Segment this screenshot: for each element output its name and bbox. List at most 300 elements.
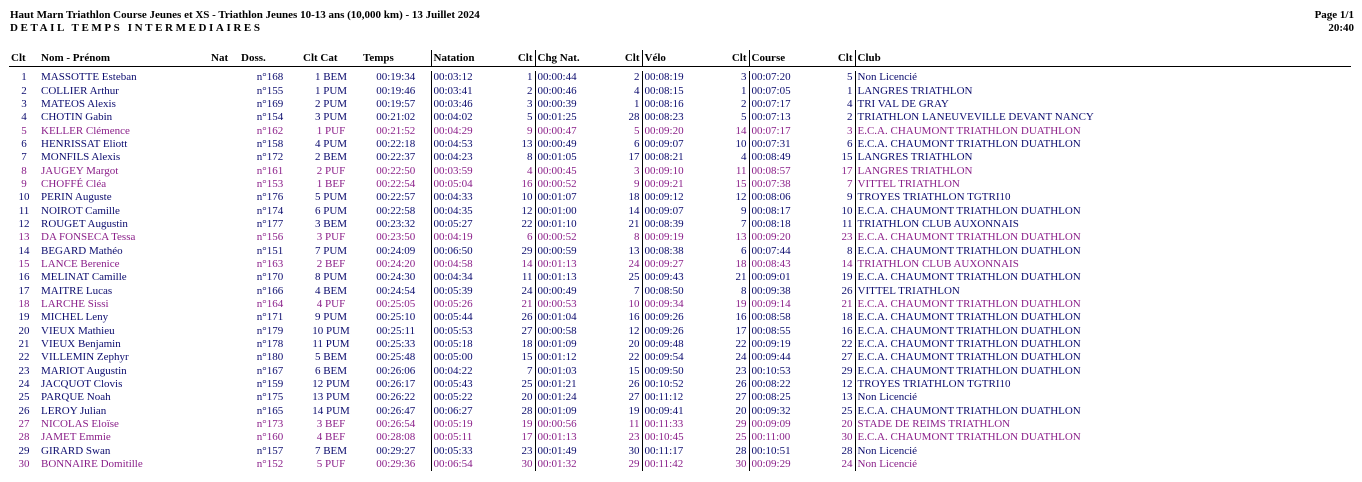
cell-clt-chgnat: 30: [628, 444, 640, 457]
cell-nom: VILLEMIN Zephyr: [41, 351, 129, 364]
cell-nat: [209, 458, 239, 471]
cell-temps: 00:19:57: [376, 97, 416, 110]
cell-nat: [209, 138, 239, 151]
cell-chgnat: 00:00:49: [535, 138, 605, 151]
cell-chgnat: 00:00:46: [535, 84, 605, 97]
cell-club: E.C.A. CHAUMONT TRIATHLON DUATHLON: [855, 244, 1351, 257]
cell-cltcat: 5 BEM: [314, 351, 348, 364]
cell-natation: 00:04:02: [431, 111, 497, 124]
cell-cltcat: 7 PUM: [314, 244, 348, 257]
cell-nat: [209, 285, 239, 298]
cell-velo: 00:08:15: [642, 84, 714, 97]
cell-natation: 00:05:43: [431, 378, 497, 391]
cell-clt-chgnat: 26: [628, 378, 640, 391]
cell-velo: 00:08:16: [642, 98, 714, 111]
cell-clt: 23: [18, 364, 30, 377]
cell-temps: 00:19:46: [376, 84, 416, 97]
cell-clt-course: 9: [847, 191, 853, 204]
cell-club: STADE DE REIMS TRIATHLON: [855, 418, 1351, 431]
cell-clt-natation: 26: [521, 311, 533, 324]
cell-club: TRIATHLON CLUB AUXONNAIS: [855, 258, 1351, 271]
col-header-course: Course: [749, 50, 821, 67]
cell-chgnat: 00:01:21: [535, 378, 605, 391]
cell-clt-velo: 21: [735, 271, 747, 284]
cell-natation: 00:04:33: [431, 191, 497, 204]
cell-velo: 00:10:52: [642, 378, 714, 391]
cell-natation: 00:03:46: [431, 98, 497, 111]
cell-temps: 00:22:58: [376, 204, 416, 217]
cell-clt-chgnat: 15: [628, 364, 640, 377]
cell-nat: [209, 151, 239, 164]
cell-doss: n°180: [256, 351, 284, 364]
report-header: [10, 9, 1354, 35]
col-header-clt-natation: Clt: [497, 50, 535, 67]
cell-natation: 00:05:04: [431, 178, 497, 191]
cell-clt: 13: [18, 231, 30, 244]
cell-doss: n°158: [256, 137, 284, 150]
cell-natation: 00:05:26: [431, 298, 497, 311]
cell-chgnat: 00:01:32: [535, 458, 605, 471]
cell-course: 00:08:18: [749, 218, 821, 231]
results-body: [9, 71, 1351, 471]
cell-nom: ROUGET Augustin: [41, 217, 128, 230]
cell-velo: 00:09:19: [642, 231, 714, 244]
cell-chgnat: 00:00:45: [535, 164, 605, 177]
cell-temps: 00:22:50: [376, 164, 416, 177]
cell-clt: 25: [18, 391, 30, 404]
table-row: [9, 365, 1351, 378]
cell-clt-natation: 14: [521, 257, 533, 270]
cell-course: 00:08:58: [749, 311, 821, 324]
table-row: [9, 311, 1351, 324]
cell-club: Non Licencié: [855, 445, 1351, 458]
cell-clt: 16: [18, 271, 30, 284]
cell-clt-course: 8: [847, 244, 853, 257]
cell-velo: 00:11:42: [642, 458, 714, 471]
cell-nat: [209, 98, 239, 111]
cell-clt: 24: [18, 378, 30, 391]
cell-clt-velo: 9: [741, 204, 747, 217]
cell-natation: 00:05:33: [431, 445, 497, 458]
cell-clt-velo: 27: [735, 391, 747, 404]
cell-clt: 20: [18, 324, 30, 337]
cell-temps: 00:24:09: [376, 244, 416, 257]
cell-clt-natation: 24: [521, 284, 533, 297]
cell-natation: 00:04:35: [431, 204, 497, 217]
cell-natation: 00:04:22: [431, 365, 497, 378]
table-row: [9, 244, 1351, 257]
cell-nom: CHOTIN Gabin: [41, 111, 113, 124]
cell-doss: n°166: [256, 284, 284, 297]
cell-doss: n°161: [256, 164, 284, 177]
col-header-chgnat: Chg Nat.: [535, 50, 605, 67]
cell-clt-velo: 28: [735, 444, 747, 457]
cell-natation: 00:04:34: [431, 271, 497, 284]
table-row: [9, 191, 1351, 204]
cell-cltcat: 1 PUM: [314, 84, 348, 97]
cell-temps: 00:21:02: [376, 111, 416, 124]
cell-clt-chgnat: 17: [628, 151, 640, 164]
cell-temps: 00:22:18: [376, 137, 416, 150]
cell-clt-velo: 4: [741, 151, 747, 164]
cell-clt-chgnat: 5: [634, 124, 640, 137]
cell-clt: 1: [21, 71, 27, 84]
cell-clt-course: 11: [841, 217, 853, 230]
cell-chgnat: 00:01:00: [535, 204, 605, 217]
page-number: Page 1/1: [1314, 9, 1354, 21]
cell-club: TRIATHLON CLUB AUXONNAIS: [855, 218, 1351, 231]
cell-cltcat: 11 PUM: [312, 338, 350, 351]
cell-doss: n°157: [256, 444, 284, 457]
cell-course: 00:07:17: [749, 98, 821, 111]
cell-club: TROYES TRIATHLON TGTRI10: [855, 378, 1351, 391]
cell-course: 00:09:19: [749, 338, 821, 351]
cell-velo: 00:09:21: [642, 178, 714, 191]
cell-clt-natation: 11: [521, 271, 533, 284]
cell-cltcat: 2 PUM: [314, 97, 348, 110]
cell-velo: 00:09:41: [642, 405, 714, 418]
cell-clt-course: 28: [841, 444, 853, 457]
cell-chgnat: 00:00:47: [535, 124, 605, 137]
cell-clt-chgnat: 9: [634, 177, 640, 190]
cell-cltcat: 4 BEF: [316, 431, 346, 444]
cell-clt: 15: [18, 257, 30, 270]
cell-velo: 00:09:48: [642, 338, 714, 351]
cell-doss: n°174: [256, 204, 284, 217]
cell-temps: 00:24:20: [376, 257, 416, 270]
cell-clt-velo: 2: [741, 97, 747, 110]
report-title: Haut Marn Triathlon Course Jeunes et XS - Triathlon Jeunes 10-13 ans (10,000 km) - 13 Juillet 2024: [10, 9, 480, 21]
cell-course: 00:07:17: [749, 124, 821, 137]
table-row: [9, 111, 1351, 124]
cell-nat: [209, 365, 239, 378]
cell-cltcat: 3 BEF: [316, 418, 346, 431]
cell-doss: n°175: [256, 391, 284, 404]
cell-clt-velo: 26: [735, 378, 747, 391]
cell-velo: 00:09:07: [642, 204, 714, 217]
cell-clt: 7: [21, 151, 27, 164]
cell-chgnat: 00:01:49: [535, 445, 605, 458]
cell-nom: MARIOT Augustin: [41, 364, 127, 377]
cell-temps: 00:21:52: [376, 124, 416, 137]
cell-course: 00:09:01: [749, 271, 821, 284]
cell-velo: 00:09:54: [642, 351, 714, 364]
cell-cltcat: 3 PUM: [314, 111, 348, 124]
cell-temps: 00:25:33: [376, 338, 416, 351]
cell-course: 00:09:14: [749, 298, 821, 311]
cell-course: 00:07:13: [749, 111, 821, 124]
cell-natation: 00:04:29: [431, 124, 497, 137]
cell-clt-natation: 3: [527, 97, 533, 110]
cell-nom: MICHEL Leny: [41, 311, 109, 324]
cell-clt: 14: [18, 244, 30, 257]
cell-cltcat: 2 PUF: [316, 164, 346, 177]
col-header-clt-course: Clt: [821, 50, 855, 67]
cell-clt-natation: 1: [527, 71, 533, 84]
cell-velo: 00:11:12: [642, 391, 714, 404]
cell-doss: n°162: [256, 124, 284, 137]
cell-clt-chgnat: 20: [628, 338, 640, 351]
cell-club: TROYES TRIATHLON TGTRI10: [855, 191, 1351, 204]
cell-clt: 30: [18, 458, 30, 471]
cell-clt-course: 14: [841, 257, 853, 270]
cell-nat: [209, 191, 239, 204]
cell-temps: 00:23:50: [376, 231, 416, 244]
col-header-clt-velo: Clt: [714, 50, 749, 67]
cell-velo: 00:09:27: [642, 258, 714, 271]
cell-doss: n°169: [256, 97, 284, 110]
cell-clt-course: 20: [841, 418, 853, 431]
cell-nat: [209, 231, 239, 244]
cell-nom: LANCE Berenice: [41, 257, 120, 270]
cell-clt: 28: [18, 431, 30, 444]
cell-clt-velo: 18: [735, 257, 747, 270]
cell-doss: n°152: [256, 458, 284, 471]
cell-nat: [209, 111, 239, 124]
cell-clt-chgnat: 27: [628, 391, 640, 404]
cell-course: 00:08:22: [749, 378, 821, 391]
cell-clt-natation: 13: [521, 137, 533, 150]
cell-velo: 00:08:23: [642, 111, 714, 124]
cell-clt-chgnat: 10: [628, 298, 640, 311]
cell-clt-chgnat: 22: [628, 351, 640, 364]
cell-clt-course: 6: [847, 137, 853, 150]
table-row: [9, 391, 1351, 404]
cell-doss: n°170: [256, 271, 284, 284]
cell-natation: 00:05:27: [431, 218, 497, 231]
cell-clt: 21: [18, 338, 30, 351]
cell-doss: n°153: [256, 177, 284, 190]
cell-cltcat: 6 PUM: [314, 204, 348, 217]
cell-nom: MATEOS Alexis: [41, 97, 116, 110]
cell-temps: 00:26:17: [376, 378, 416, 391]
cell-club: E.C.A. CHAUMONT TRIATHLON DUATHLON: [855, 271, 1351, 284]
cell-nom: BONNAIRE Domitille: [41, 458, 143, 471]
cell-course: 00:08:49: [749, 151, 821, 164]
cell-chgnat: 00:01:25: [535, 111, 605, 124]
report-subtitle: DETAIL TEMPS INTERMEDIAIRES: [10, 22, 263, 34]
cell-velo: 00:09:10: [642, 164, 714, 177]
cell-velo: 00:09:26: [642, 311, 714, 324]
cell-doss: n°178: [256, 338, 284, 351]
cell-cltcat: 4 BEM: [314, 284, 348, 297]
cell-temps: 00:25:10: [376, 311, 416, 324]
cell-clt-course: 18: [841, 311, 853, 324]
cell-clt-chgnat: 4: [634, 84, 640, 97]
cell-cltcat: 1 BEM: [314, 71, 348, 84]
cell-club: E.C.A. CHAUMONT TRIATHLON DUATHLON: [855, 204, 1351, 217]
col-header-club: Club: [855, 50, 1351, 67]
cell-club: VITTEL TRIATHLON: [855, 178, 1351, 191]
cell-temps: 00:26:54: [376, 418, 416, 431]
cell-nom: NICOLAS Eloïse: [41, 418, 119, 431]
cell-clt-natation: 16: [521, 177, 533, 190]
cell-temps: 00:26:47: [376, 404, 416, 417]
cell-chgnat: 00:01:03: [535, 365, 605, 378]
cell-clt-chgnat: 3: [634, 164, 640, 177]
col-header-doss: Doss.: [239, 50, 301, 67]
cell-clt-chgnat: 18: [628, 191, 640, 204]
cell-cltcat: 8 PUM: [314, 271, 348, 284]
cell-clt-course: 16: [841, 324, 853, 337]
cell-nat: [209, 325, 239, 338]
cell-doss: n°167: [256, 364, 284, 377]
cell-nat: [209, 351, 239, 364]
cell-clt-course: 27: [841, 351, 853, 364]
cell-clt-velo: 19: [735, 298, 747, 311]
cell-temps: 00:29:36: [376, 458, 416, 471]
cell-velo: 00:08:39: [642, 218, 714, 231]
cell-course: 00:09:44: [749, 351, 821, 364]
cell-clt: 29: [18, 444, 30, 457]
cell-course: 00:10:51: [749, 445, 821, 458]
cell-temps: 00:26:22: [376, 391, 416, 404]
cell-velo: 00:08:50: [642, 285, 714, 298]
cell-club: E.C.A. CHAUMONT TRIATHLON DUATHLON: [855, 338, 1351, 351]
cell-nom: PERIN Auguste: [41, 191, 112, 204]
cell-clt-chgnat: 19: [628, 404, 640, 417]
cell-clt-velo: 22: [735, 338, 747, 351]
table-row: [9, 431, 1351, 444]
cell-clt-course: 19: [841, 271, 853, 284]
cell-course: 00:08:25: [749, 391, 821, 404]
cell-clt-course: 21: [841, 298, 853, 311]
cell-nat: [209, 218, 239, 231]
cell-clt-natation: 25: [521, 378, 533, 391]
cell-natation: 00:04:23: [431, 151, 497, 164]
cell-club: Non Licencié: [855, 71, 1351, 84]
cell-nat: [209, 431, 239, 444]
cell-cltcat: 3 BEM: [314, 217, 348, 230]
cell-natation: 00:03:41: [431, 84, 497, 97]
cell-clt-course: 3: [847, 124, 853, 137]
cell-nat: [209, 418, 239, 431]
cell-chgnat: 00:01:13: [535, 271, 605, 284]
cell-clt-natation: 4: [527, 164, 533, 177]
table-row: [9, 285, 1351, 298]
cell-clt-natation: 17: [521, 431, 533, 444]
cell-clt-natation: 2: [527, 84, 533, 97]
print-time: 20:40: [1328, 22, 1354, 34]
cell-nom: DA FONSECA Tessa: [41, 231, 136, 244]
col-header-natation: Natation: [431, 50, 497, 67]
cell-clt: 22: [18, 351, 30, 364]
cell-temps: 00:24:30: [376, 271, 416, 284]
table-row: [9, 98, 1351, 111]
table-row: [9, 445, 1351, 458]
cell-natation: 00:06:50: [431, 244, 497, 257]
cell-velo: 00:08:38: [642, 244, 714, 257]
cell-clt-natation: 18: [521, 338, 533, 351]
cell-cltcat: 13 PUM: [312, 391, 350, 404]
cell-clt: 11: [18, 204, 30, 217]
table-header-row: [9, 50, 1351, 67]
table-row: [9, 71, 1351, 84]
cell-cltcat: 10 PUM: [312, 324, 350, 337]
cell-velo: 00:10:45: [642, 431, 714, 444]
cell-velo: 00:09:26: [642, 325, 714, 338]
cell-clt-velo: 8: [741, 284, 747, 297]
cell-clt-velo: 3: [741, 71, 747, 84]
cell-clt-natation: 8: [527, 151, 533, 164]
cell-nom: MONFILS Alexis: [41, 151, 121, 164]
cell-clt-course: 17: [841, 164, 853, 177]
cell-clt-chgnat: 8: [634, 231, 640, 244]
cell-velo: 00:09:34: [642, 298, 714, 311]
cell-course: 00:08:43: [749, 258, 821, 271]
table-row: [9, 178, 1351, 191]
cell-clt-natation: 29: [521, 244, 533, 257]
cell-course: 00:09:09: [749, 418, 821, 431]
table-row: [9, 84, 1351, 97]
cell-nat: [209, 445, 239, 458]
cell-natation: 00:05:00: [431, 351, 497, 364]
cell-nom: KELLER Clémence: [41, 124, 130, 137]
cell-nom: LEROY Julian: [41, 404, 107, 417]
table-row: [9, 378, 1351, 391]
cell-doss: n°176: [256, 191, 284, 204]
cell-clt: 10: [18, 191, 30, 204]
cell-course: 00:08:17: [749, 204, 821, 217]
cell-chgnat: 00:01:24: [535, 391, 605, 404]
cell-chgnat: 00:01:04: [535, 311, 605, 324]
cell-nat: [209, 204, 239, 217]
cell-club: LANGRES TRIATHLON: [855, 151, 1351, 164]
cell-clt-velo: 14: [735, 124, 747, 137]
cell-clt-chgnat: 13: [628, 244, 640, 257]
cell-club: LANGRES TRIATHLON: [855, 164, 1351, 177]
cell-natation: 00:04:53: [431, 138, 497, 151]
table-row: [9, 164, 1351, 177]
cell-clt-natation: 7: [527, 364, 533, 377]
cell-clt-course: 15: [841, 151, 853, 164]
cell-temps: 00:25:05: [376, 298, 416, 311]
cell-cltcat: 4 PUM: [314, 137, 348, 150]
cell-doss: n°156: [256, 231, 284, 244]
cell-clt-velo: 29: [735, 418, 747, 431]
cell-nom: JAMET Emmie: [41, 431, 111, 444]
cell-clt-velo: 25: [735, 431, 747, 444]
cell-natation: 00:05:39: [431, 285, 497, 298]
cell-course: 00:07:38: [749, 178, 821, 191]
cell-cltcat: 4 PUF: [316, 298, 346, 311]
cell-doss: n°172: [256, 151, 284, 164]
table-row: [9, 418, 1351, 431]
cell-clt-chgnat: 1: [634, 97, 640, 110]
cell-natation: 00:04:19: [431, 231, 497, 244]
cell-cltcat: 5 PUF: [316, 458, 346, 471]
cell-clt-natation: 21: [521, 298, 533, 311]
cell-chgnat: 00:00:56: [535, 418, 605, 431]
cell-doss: n°165: [256, 404, 284, 417]
cell-doss: n°168: [256, 71, 284, 84]
cell-nom: BEGARD Mathéo: [41, 244, 123, 257]
cell-clt-velo: 11: [735, 164, 747, 177]
cell-club: VITTEL TRIATHLON: [855, 285, 1351, 298]
cell-clt-natation: 10: [521, 191, 533, 204]
cell-clt-chgnat: 12: [628, 324, 640, 337]
cell-doss: n°164: [256, 298, 284, 311]
cell-clt-course: 10: [841, 204, 853, 217]
cell-clt-natation: 23: [521, 444, 533, 457]
cell-cltcat: 2 BEF: [316, 257, 346, 270]
cell-clt: 12: [18, 217, 30, 230]
col-header-clt: Clt: [9, 50, 39, 67]
cell-clt-chgnat: 6: [634, 137, 640, 150]
cell-clt-course: 2: [847, 111, 853, 124]
cell-doss: n°171: [256, 311, 284, 324]
cell-natation: 00:05:44: [431, 311, 497, 324]
